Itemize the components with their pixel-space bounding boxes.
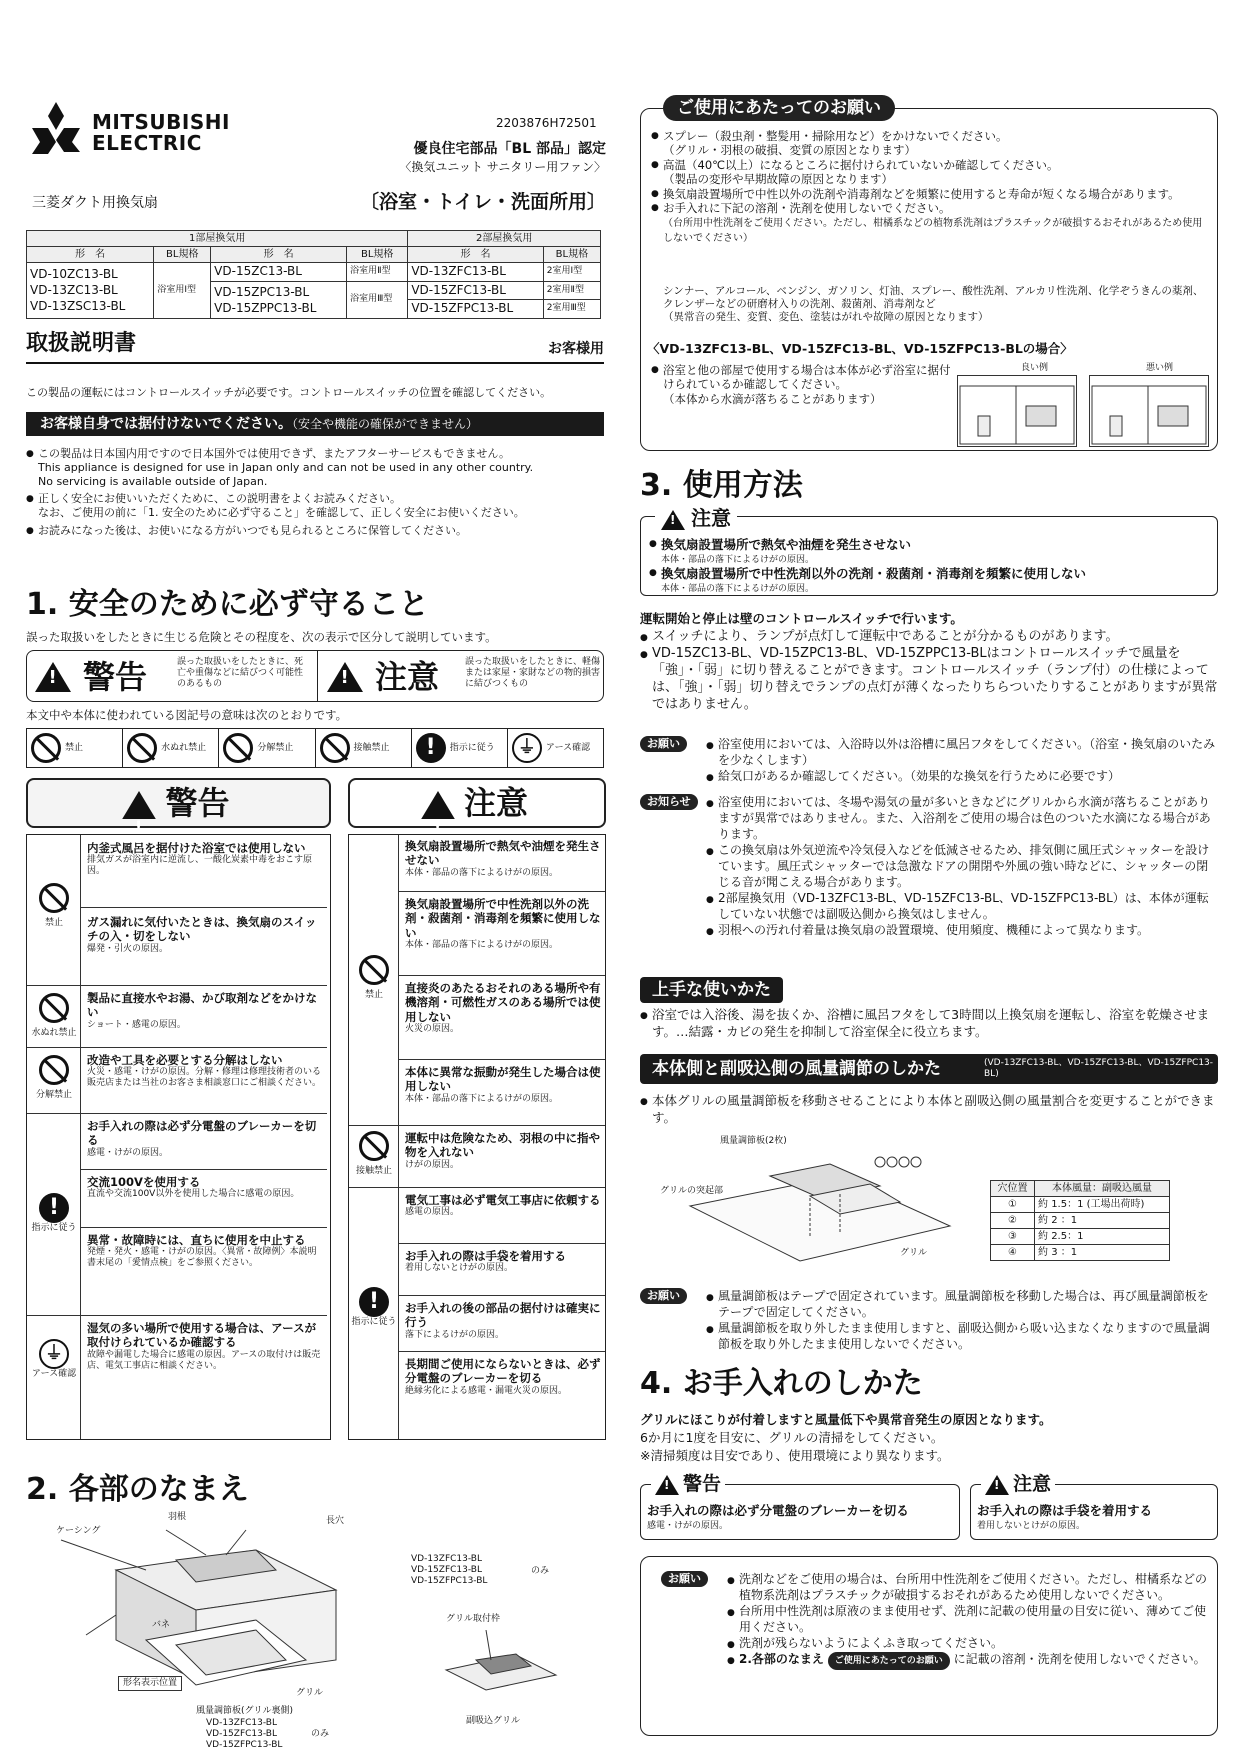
warn-item: 交流100Vを使用する 直流や交流100V以外を使用した場合に感電の原因。 (87, 1175, 300, 1200)
caution-table (348, 778, 606, 1440)
sec4-caut-sub: 着用しないとけがの原因。 (977, 1521, 1086, 1531)
note-item: ● 正しく安全にお使いいただくために、この説明書をよくお読みください。 なお、ご使用の前に「1. 安全のために必ず守ること」を確認して、正しく安全にお使いください。 (26, 492, 606, 520)
warning-table (26, 778, 331, 1440)
label-grille: グリル (296, 1688, 324, 1698)
ratio-h-value: 本体風量：副吸込風量 (1035, 1181, 1170, 1197)
sec3-op-head: 運転開始と停止は壁のコントロールスイッチで行います。 (640, 611, 963, 626)
adj-diagram (660, 1136, 960, 1276)
prohibit-icon (31, 733, 61, 763)
usage-item: ● 換気扇設置場所で中性以外の洗剤や消毒剤などを頻繁に使用すると寿命が短くなる場合があります。 (651, 187, 1211, 201)
sec4-caution-head: !注意 (981, 1472, 1055, 1497)
ratio-value: 約 1.5：1 (工場出荷時) (1035, 1197, 1170, 1213)
sec4-onegai-item (727, 1651, 1207, 1670)
caut-item: 直接炎のあたるおそれのある場所や有機溶剤・可燃性ガスのある場所では使用しない 火災の原因。 (405, 981, 601, 1035)
spec-bl: 浴室用Ⅲ型 (347, 281, 408, 318)
caut-item: 運転中は危険なため、羽根の中に指や物を入れない けがの原因。 (405, 1131, 601, 1170)
doc-code: 2203876H72501 (496, 116, 597, 130)
note-item: ● この製品は日本国内用ですので日本国外では使用できず、またアフターサービスもできません。 This appliance is designed for use in Japan only and can not be used in any other country. No servicing is available outside of Japan. (26, 447, 606, 488)
damper-models: VD-13ZFC13-BL VD-15ZFC13-BL VD-15ZFPC13-BL (206, 1718, 283, 1750)
warn-item: お手入れの際は必ず分電盤のブレーカーを切る 感電・けがの原因。 (87, 1119, 317, 1158)
label-plate: 風量調節板(2枚) (720, 1136, 787, 1146)
spec-bl: 2室用Ⅲ型 (543, 300, 600, 319)
symbol-no-touch: 接触禁止 (316, 729, 412, 767)
notes-list (26, 447, 606, 538)
no-water-icon (127, 733, 157, 763)
warning-table-head: !警告 (26, 778, 331, 828)
warn-row-icon-follow: ! 指示に従う (31, 1195, 77, 1233)
symbol-prohibit: 禁止 (27, 729, 123, 767)
label-model-pos: 形名表示位置 (118, 1676, 182, 1691)
caut-item: お手入れの際は手袋を着用する 着用しないとけがの原因。 (405, 1249, 566, 1274)
sec4-onegai-item: ● 洗剤などをご使用の場合は、台所用中性洗剤をご使用ください。ただし、柑橘系などの植物系洗剤はプラスチックが破損するおそれがあるため使用しないでください。 (727, 1571, 1207, 1603)
spec-bl: 2室用Ⅰ型 (543, 263, 600, 282)
label-bane: バネ (152, 1620, 171, 1630)
sec4-last-b: に記載の溶剤・洗剤を使用しないでください。 (953, 1652, 1206, 1666)
sub-grille-models: VD-13ZFC13-BL VD-15ZFC13-BL VD-15ZFPC13-BL (411, 1554, 488, 1586)
symbol-follow: ! 指示に従う (412, 729, 508, 767)
ground-icon: ⏚ (39, 1339, 69, 1369)
sec4-lead3: ※清掃頻度は目安であり、使用環境により異なります。 (640, 1448, 950, 1463)
label-protrusion: グリルの突起部 (660, 1186, 724, 1196)
usage-item: ● お手入れに下記の溶剤・洗剤を使用しないでください。 （台所用中性洗剤をご使用ください。ただし、柑橘系などの植物系洗剤はプラスチックが破損するおそれがあるため使用しないでください） (651, 201, 1211, 245)
ratio-pos: ① (991, 1197, 1035, 1213)
ratio-pos: ④ (991, 1245, 1035, 1261)
sec3-oshirase-item: ● 2部屋換気用（VD-13ZFC13-BL、VD-15ZFC13-BL、VD-15ZFPC13-BL）は、本体が運転していない状態では副吸込側から換気はしません。 (706, 890, 1218, 922)
bad-example-diagram (1089, 375, 1209, 447)
adj-onegai-list (706, 1288, 1218, 1352)
warn-row-icon-no-disassembly: 分解禁止 (27, 1047, 81, 1111)
ratio-h-pos: 穴位置 (991, 1181, 1035, 1197)
sec3-caution-head: !注意 (655, 505, 737, 531)
sec3-op-item: ● スイッチにより、ランプが点灯して運転中であることが分かるものがあります。 (640, 628, 1218, 645)
spec-model: VD-13ZFC13-BL (408, 263, 543, 282)
sec4-warn-sub: 感電・けがの原因。 (647, 1521, 729, 1531)
spec-model: VD-15ZFC13-BL (408, 281, 543, 300)
sec4-warning-head: !警告 (651, 1472, 725, 1497)
symbol-ground: ⏚ アース確認 (508, 729, 603, 767)
prohibit-icon (359, 955, 389, 985)
caut-item: 換気扇設置場所で中性洗剤以外の洗剤・殺菌剤・消毒剤を頻繁に使用しない 本体・部品の落下によるけがの原因。 (405, 897, 601, 951)
sec3-title: 3. 使用方法 (640, 468, 803, 503)
mitsubishi-logo-icon (26, 100, 86, 156)
no-self-install-sub: （安全や機能の確保ができません） (292, 417, 479, 431)
caut-item: 電気工事は必ず電気工事店に依頼する 感電の原因。 (405, 1193, 601, 1218)
caut-row-icon-no-touch: 接触禁止 (349, 1125, 399, 1185)
usage-models-case: 〈VD-13ZFC13-BL、VD-15ZFC13-BL、VD-15ZFPC13-BLの場合〉 (647, 341, 1073, 356)
ground-icon: ⏚ (512, 733, 542, 763)
usage-request-box (640, 98, 1218, 451)
spec-model: VD-13ZSC13-BL (30, 299, 126, 314)
use-places: 〔浴室・トイレ・洗面所用〕 (359, 191, 606, 213)
warn-item: 湿気の多い場所で使用する場合は、アースが取付けられているか確認する 故障や漏電した場合に感電の原因。アースの取付けは販売店、電気工事店に相談ください。 (87, 1321, 321, 1371)
spec-model: VD-15ZC13-BL (211, 263, 347, 282)
sec3-oshirase-item: ● この換気扇は外気逆流や冷気侵入などを低減させるため、排気側に風圧式シャッターを設けています。風圧式シャッターでは急激なドアの開閉や外風の強い時などに、シャッターの閉じる音が聞こえる場合があります。 (706, 842, 1218, 890)
ratio-value: 約 2 ：1 (1035, 1213, 1170, 1229)
sec4-onegai-item: ● 台所用中性洗剤は原液のまま使用せず、洗剤に記載の使用量の目安に従い、薄めてご使用ください。 (727, 1603, 1207, 1635)
warn-row-icon-no-water: 水ぬれ禁止 (27, 985, 81, 1045)
bad-example-label: 悪い例 (1146, 363, 1174, 373)
adj-item: ● 本体グリルの風量調節板を移動させることにより本体と副吸込側の風量割合を変更することができます。 (640, 1092, 1218, 1126)
warn-item: ガス漏れに気付いたときは、換気扇のスイッチの入・切をしない 爆発・引火の原因。 (87, 915, 317, 954)
spec-h-model: 形 名 (211, 247, 347, 263)
ratio-pos: ② (991, 1213, 1035, 1229)
usage-item: ● スプレー（殺虫剤・整髪用・掃除用など）をかけないでください。 （グリル・羽根の破損、変質の原因となります） (651, 129, 1211, 158)
caut-row-icon-follow: ! 指示に従う (351, 1289, 397, 1327)
symbol-no-disassembly: 分解禁止 (219, 729, 315, 767)
note-en2: No servicing is available outside of Japan. (38, 474, 268, 488)
tips-item: ● 浴室では入浴後、湯を抜くか、浴槽に風呂フタをして3時間以上換気扇を運転し、浴室を乾燥させます。…結露・カビの発生を抑制して浴室保全に役立ちます。 (640, 1006, 1218, 1040)
note-item: ● お読みになった後は、お使いになる方がいつでも見られるところに保管してください。 (26, 524, 606, 538)
sec4-onegai-list (727, 1571, 1207, 1670)
sec4-last-tag: ご使用にあたってのお願い (828, 1652, 950, 1670)
sec3-oshirase-tag: お知らせ (640, 794, 698, 810)
sec3-oshirase-item: ● 羽根への汚れ付着量は換気扇の設置環境、使用頻度、機種によって異なります。 (706, 922, 1218, 938)
spec-h-model: 形 名 (27, 247, 154, 263)
caut-item: お手入れの後の部品の据付けは確実に行う 落下によるけがの原因。 (405, 1301, 601, 1340)
no-self-install-banner (26, 412, 604, 436)
spec-h-bl: BL規格 (347, 247, 408, 263)
cert-title: 優良住宅部品「BL 部品」認定 (413, 141, 606, 157)
caut-item: 本体に異常な振動が発生した場合は使用しない 本体・部品の落下によるけがの原因。 (405, 1065, 601, 1104)
adj-title: 本体側と副吸込側の風量調節のしかた (652, 1059, 941, 1079)
no-touch-icon (320, 733, 350, 763)
label-adj-grille: グリル (900, 1248, 928, 1258)
note-en1: This appliance is designed for use in Japan only and can not be used in any other country. (38, 460, 534, 474)
warn-item: 製品に直接水やお湯、かび取剤などをかけない ショート・感電の原因。 (87, 991, 317, 1030)
spec-group1: 1部屋換気用 (27, 231, 408, 247)
prohibit-icon (39, 883, 69, 913)
sec3-op-item: ● VD-15ZC13-BL、VD-15ZPC13-BL、VD-15ZPPC13-BLはコントロールスイッチで風量を「強」・「弱」に切り替えることができます。コントロールスイッチ（ランプ付）の仕様によっては、「強」・「弱」切り替えでランプの点灯が薄くなったりちらついたりすることがありますが異常ではありません。 (640, 645, 1218, 713)
no-water-icon (39, 993, 69, 1023)
sec3-caution-item: ● 換気扇設置場所で中性洗剤以外の洗剤・殺菌剤・消毒剤を頻繁に使用しない 本体・部品の落下によるけがの原因。 (649, 566, 1209, 595)
caution-desc: 誤った取扱いをしたときに、軽傷または家屋・家財などの物的損害に結びつくもの (465, 657, 601, 689)
sec2-title: 2. 各部のなまえ (26, 1472, 249, 1507)
product-type: 三菱ダクト用換気扇 (32, 195, 158, 211)
sec1-title: 1. 安全のために必ず守ること (26, 587, 429, 622)
tips-title: 上手な使いかた (640, 977, 783, 1003)
usage-item: ● 高温（40℃以上）になるところに据付けられていないか確認してください。 （製品の変形や早期故障の原因となります） (651, 158, 1211, 187)
note-2b: なお、ご使用の前に「1. 安全のために必ず守ること」を確認して、正しく安全にお使いください。 (38, 506, 525, 519)
exclamation-icon: ! (359, 1287, 389, 1317)
caution-triangle-icon (327, 661, 363, 693)
adj-onegai-item: ● 風量調節板はテープで固定されています。風量調節板を移動した場合は、再び風量調節板をテープで固定してください。 (706, 1288, 1218, 1320)
sec4-last-a: 2.各部のなまえ (739, 1652, 824, 1666)
warning-triangle-icon (35, 661, 71, 693)
warning-table-body (26, 834, 331, 1440)
parts-diagram (56, 1510, 376, 1750)
usage-solvents: シンナー、アルコール、ベンジン、ガソリン、灯油、スプレー、酸性洗剤、アルカリ性洗剤、化学ぞうきんの薬剤、クレンザーなどの研磨材入りの洗剤、殺菌剤、消毒剤など （異常音の発生、変質、変色、塗装はがれや故障の原因となります） (663, 285, 1204, 324)
label-nagaana: 長穴 (326, 1516, 345, 1526)
label-grille-frame: グリル取付枠 (446, 1614, 501, 1624)
good-example-diagram (957, 375, 1077, 447)
label-hane: 羽根 (168, 1512, 187, 1522)
ratio-value: 約 3 ：1 (1035, 1245, 1170, 1261)
sub-grille-only: のみ (531, 1566, 550, 1576)
good-example-label: 良い例 (1021, 363, 1049, 373)
usage-bath-item: ● 浴室と他の部屋で使用する場合は本体が必ず浴室に据付けられているか確認してください。 （本体から水滴が落ちることがあります） (651, 363, 951, 406)
brand-line1: MITSUBISHI (92, 110, 230, 134)
caut-item: 長期間ご使用にならないときは、必ず分電盤のブレーカーを切る 絶縁劣化による感電・漏電火災の原因。 (405, 1357, 601, 1396)
no-self-install: お客様自身では据付けないでください。 (40, 416, 292, 432)
no-disassembly-icon (39, 1055, 69, 1085)
warn-item: 改造や工具を必要とする分解はしない 火災・感電・けがの原因。分解・修理は修理技術者のいる販売店または当社のお客さま相談窓口にご相談ください。 (87, 1053, 322, 1089)
sec3-onegai-item: ● 浴室使用においては、入浴時以外は浴槽に風呂フタをしてください。（浴室・換気扇のいたみを少なくします） (706, 736, 1218, 768)
sec3-caution-item: ● 換気扇設置場所で熱気や油煙を発生させない 本体・部品の落下によるけがの原因。 (649, 537, 1209, 566)
spec-bl: 浴室用Ⅱ型 (347, 263, 408, 282)
caution-table-head: !注意 (348, 778, 606, 828)
sec4-lead: グリルにほこりが付着しますと風量低下や異常音発生の原因となります。 (640, 1412, 1052, 1427)
adj-onegai-item: ● 風量調節板を取り外したまま使用しますと、副吸込側から吸い込まなくなりますので風量調節板を取り外したまま使用しないでください。 (706, 1320, 1218, 1352)
adj-models: (VD-13ZFC13-BL、VD-15ZFC13-BL、VD-15ZFPC13-BL) (984, 1058, 1214, 1079)
warn-label: 警告 (83, 658, 148, 696)
sec3-op-list (640, 628, 1218, 713)
spec-bl: 浴室用Ⅰ型 (154, 263, 211, 319)
adj-title-bar (640, 1054, 1218, 1084)
warn-row-icon-prohibit: 禁止 (27, 835, 81, 985)
exclamation-icon: ! (416, 733, 446, 763)
sec3-onegai-item: ● 給気口があるか確認してください。（効果的な換気を行うために必要です） (706, 768, 1218, 784)
sec4-warning-box (640, 1473, 960, 1540)
sec4-onegai-item: ● 洗剤が残らないようによくふき取ってください。 (727, 1635, 1207, 1651)
symbol-no-water: 水ぬれ禁止 (123, 729, 219, 767)
sec1-desc: 誤った取扱いをしたときに生じる危険とその程度を、次の表示で区分して説明しています。 (26, 630, 497, 644)
caut-item: 換気扇設置場所で熱気や油煙を発生させない 本体・部品の落下によるけがの原因。 (405, 839, 601, 878)
sec4-onegai-box (640, 1556, 1218, 1736)
caution-table-body (348, 834, 606, 1440)
sec4-warn-text: お手入れの際は必ず分電盤のブレーカーを切る (647, 1503, 909, 1518)
adj-list (640, 1092, 1218, 1126)
spec-model: VD-15ZPPC13-BL (214, 300, 317, 315)
ratio-value: 約 2.5：1 (1035, 1229, 1170, 1245)
spec-bl: 2室用Ⅱ型 (543, 281, 600, 300)
intro-text: この製品の運転にはコントロールスイッチが必要です。コントロールスイッチの位置を確認してください。 (26, 386, 552, 399)
sec3-caution-box (640, 506, 1218, 596)
sec3-caution-list (649, 537, 1209, 595)
label-sub-grille: 副吸込グリル (466, 1716, 521, 1726)
sec4-lead2: 6か月に1度を目安に、グリルの清掃をしてください。 (640, 1430, 944, 1445)
customer-label: お客様用 (548, 341, 604, 357)
manual-title-bar (26, 330, 604, 364)
no-touch-icon (359, 1131, 389, 1161)
spec-h-bl: BL規格 (154, 247, 211, 263)
spec-model: VD-10ZC13-BL (30, 267, 118, 282)
warn-desc: 誤った取扱いをしたときに、死亡や重傷などに結びつく可能性のあるもの (177, 657, 304, 689)
bad-bathroom-icon (1090, 376, 1208, 446)
sec3-onegai-list (706, 736, 1218, 784)
manual-title: 取扱説明書 (26, 331, 137, 356)
sec4-caut-text: お手入れの際は手袋を着用する (977, 1503, 1153, 1518)
sec3-oshirase-list (706, 794, 1218, 938)
label-damper: 風量調節板(グリル裏側) (196, 1706, 294, 1716)
ratio-pos: ③ (991, 1229, 1035, 1245)
warn-item: 異常・故障時には、直ちに使用を中止する 発煙・発火・感電・けがの原因。〈異常・故障例〉本説明書末尾の「愛情点検」をご参照ください。 (87, 1233, 317, 1269)
spec-model: VD-15ZFPC13-BL (408, 300, 543, 319)
sec3-oshirase-item: ● 浴室使用においては、冬場や湯気の量が多いときなどにグリルから水滴が落ちることがありますが異常ではありません。また、入浴剤をご使用の場合は色のついた水滴になる場合があります。 (706, 794, 1218, 842)
sec4-onegai-tag: お願い (661, 1571, 708, 1587)
spec-h-model: 形 名 (408, 247, 543, 263)
symbols-row (26, 728, 604, 768)
exclamation-icon: ! (39, 1193, 69, 1223)
adj-onegai-tag: お願い (640, 1288, 687, 1304)
usage-box-title: ご使用にあたってのお願い (663, 95, 895, 121)
sec4-title: 4. お手入れのしかた (640, 1366, 923, 1401)
cert-subtitle: 〈換気ユニット サニタリー用ファン〉 (399, 160, 606, 174)
label-casing: ケーシング (56, 1526, 101, 1536)
damper-only: のみ (311, 1729, 330, 1739)
spec-model: VD-15ZPC13-BL (214, 284, 310, 299)
spec-h-bl: BL規格 (543, 247, 600, 263)
spec-group2: 2部屋換気用 (408, 231, 601, 247)
caut-row-icon-prohibit: 禁止 (349, 835, 399, 1125)
signal-word-legend (26, 650, 604, 702)
sub-grille-diagram (436, 1630, 566, 1710)
usage-list (651, 129, 1211, 245)
sec3-onegai-tag: お願い (640, 736, 687, 752)
brand-line2: ELECTRIC (92, 131, 202, 155)
caution-label: 注意 (375, 658, 440, 696)
tips-list (640, 1006, 1218, 1040)
warn-row-icon-ground: ⏚ アース確認 (27, 1315, 81, 1435)
brand-name (92, 112, 230, 154)
no-disassembly-icon (223, 733, 253, 763)
sub-grille-icon (436, 1630, 566, 1710)
warn-item: 内釜式風呂を据付けた浴室では使用しない 排気ガスが浴室内に逆流し、一酸化炭素中毒をおこす原因。 (87, 841, 313, 877)
good-bathroom-icon (958, 376, 1076, 446)
ratio-table (990, 1180, 1170, 1261)
spec-table (26, 230, 601, 319)
symbols-intro: 本文中や本体に使われている図記号の意味は次のとおりです。 (26, 708, 348, 722)
usage-bath-list (651, 363, 951, 406)
spec-model: VD-13ZC13-BL (30, 283, 118, 298)
sec4-caution-box (970, 1473, 1218, 1540)
